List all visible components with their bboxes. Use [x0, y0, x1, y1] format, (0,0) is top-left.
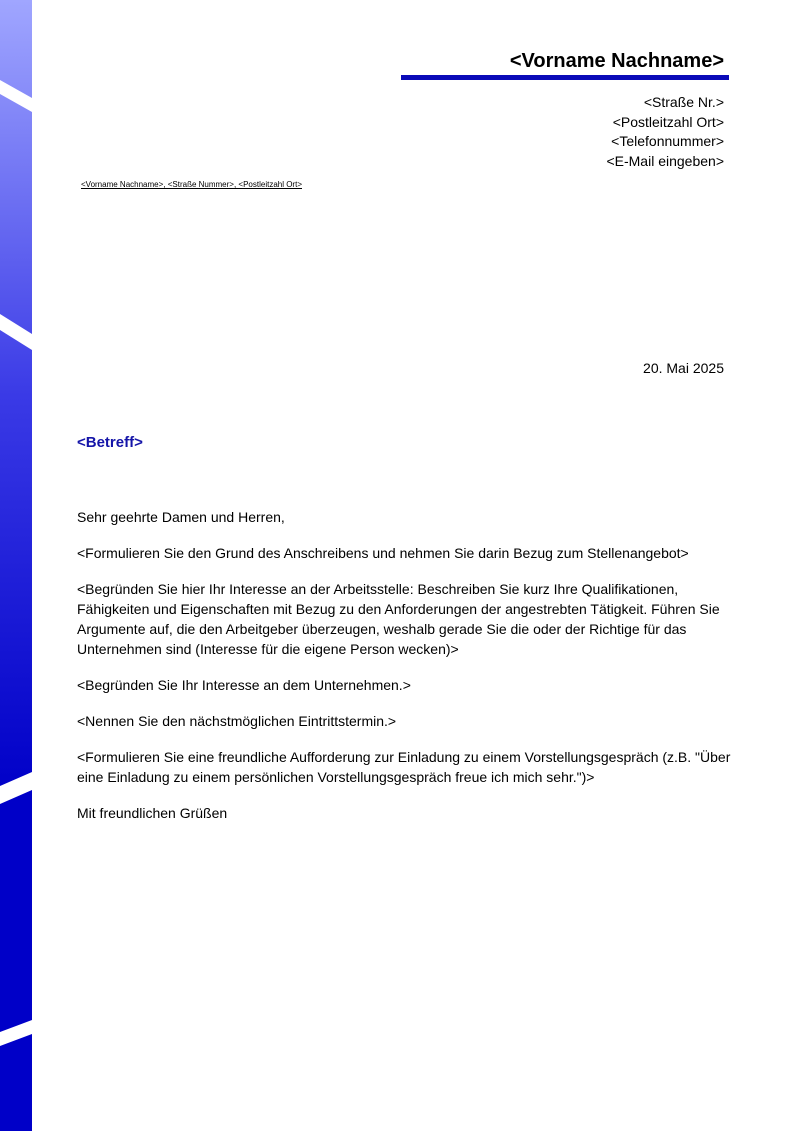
sender-name-heading: <Vorname Nachname>	[509, 50, 724, 72]
letter-body	[77, 507, 737, 839]
body-paragraph-reason: <Formulieren Sie den Grund des Anschreibens und nehmen Sie darin Bezug zum Stellenangebot>	[77, 545, 689, 561]
body-paragraph-interview-request: <Formulieren Sie eine freundliche Aufforderung zur Einladung zu einem Vorstellungsgespräch (z.B. "Über eine Einladung zu einem persönlichen Vorstellungsgespräch freue ich mich sehr.")>	[77, 749, 731, 785]
closing: Mit freundlichen Grüßen	[77, 805, 228, 821]
phone-line: <Telefonnummer>	[611, 133, 724, 149]
letter-date: 20. Mai 2025	[643, 360, 724, 376]
sender-address-block	[404, 93, 724, 171]
body-paragraph-company-interest: <Begründen Sie Ihr Interesse an dem Unternehmen.>	[77, 677, 411, 693]
letter-subject: <Betreff>	[77, 434, 143, 451]
street-line: <Straße Nr.>	[643, 94, 724, 110]
email-line: <E-Mail eingeben>	[606, 152, 724, 169]
decorative-side-band	[0, 0, 32, 1131]
postal-city-line: <Postleitzahl Ort>	[612, 113, 724, 130]
return-address-line: <Vorname Nachname>, <Straße Nummer>, <Postleitzahl Ort>	[81, 180, 302, 189]
salutation: Sehr geehrte Damen und Herren,	[77, 509, 285, 525]
header-divider	[401, 75, 729, 80]
body-paragraph-qualifications: <Begründen Sie hier Ihr Interesse an der Arbeitsstelle: Beschreiben Sie kurz Ihre Qualifikationen, Fähigkeiten und Eigenschaften mit Bezug zu den Anforderungen der angestrebten Tätigkeit. Führen Sie Argumente auf, die den Arbeitgeber überzeugen, weshalb gerade Sie die oder der Richtige für das Unternehmen sind (Interesse für die eigene Person wecken)>	[77, 581, 720, 657]
body-paragraph-start-date: <Nennen Sie den nächstmöglichen Eintrittstermin.>	[77, 713, 397, 729]
